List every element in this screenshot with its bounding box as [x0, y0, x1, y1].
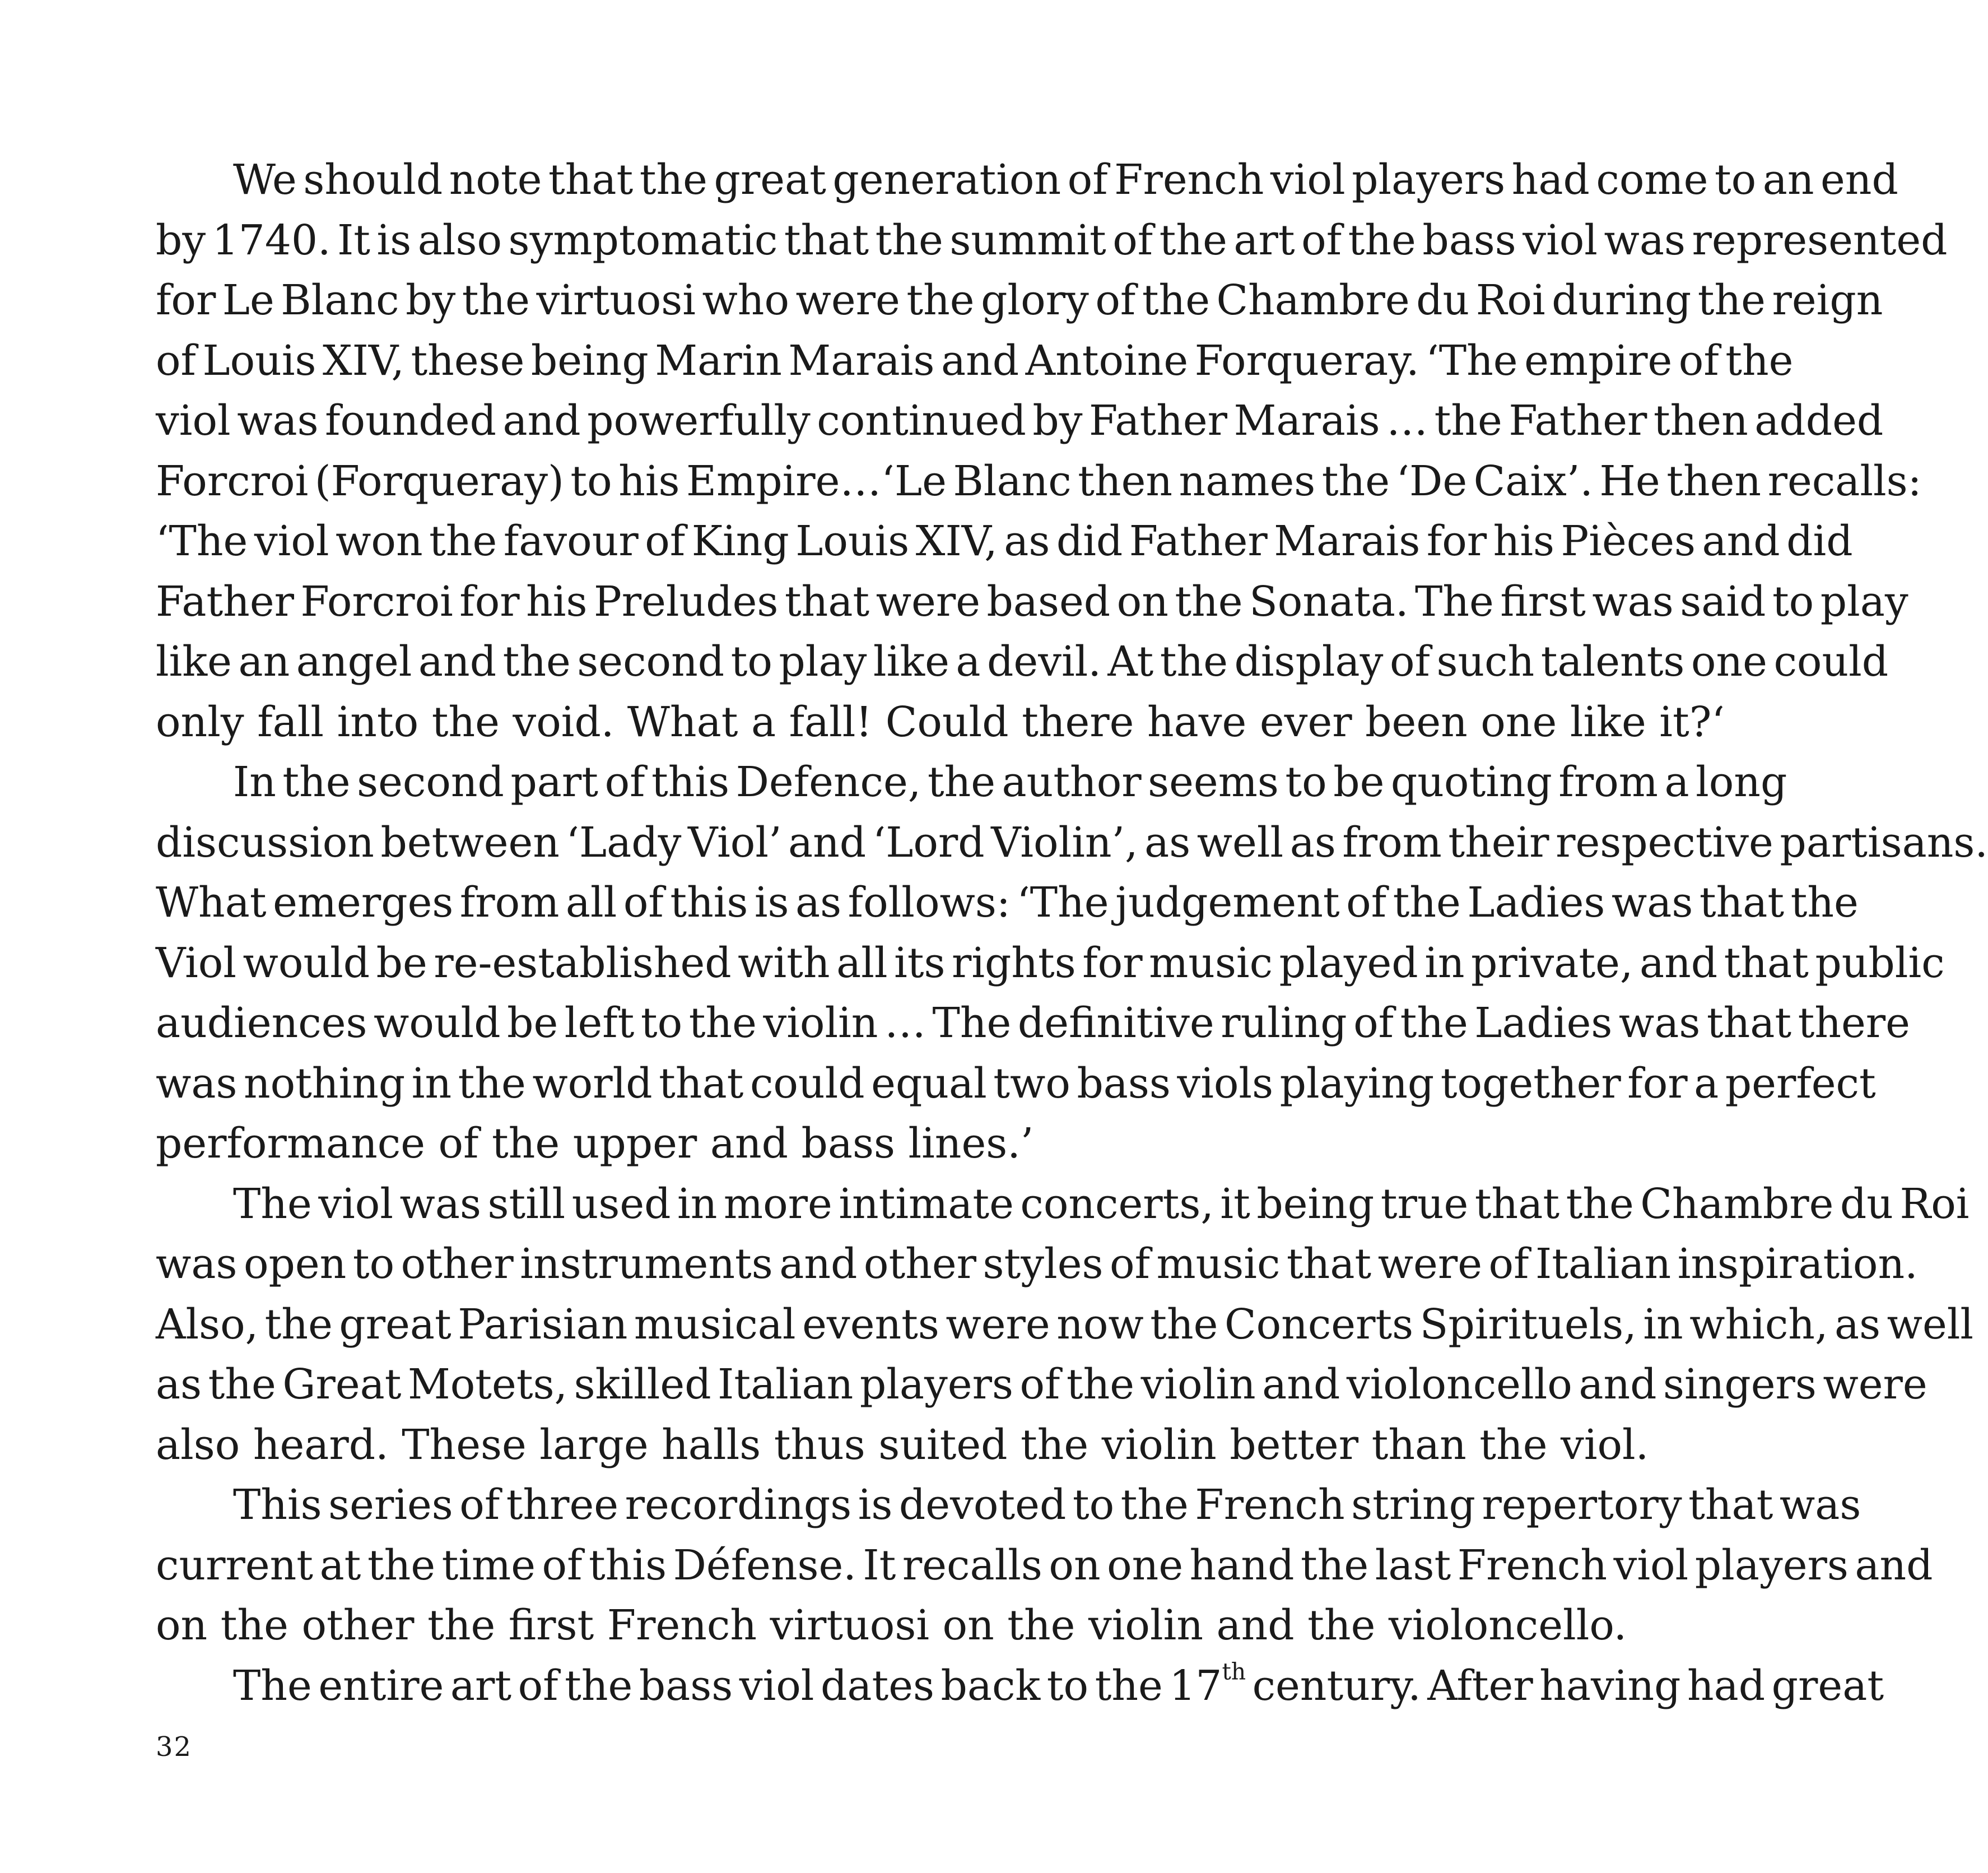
text-line: We should note that the great generation of French viol players had come to an end — [233, 156, 1898, 204]
superscript-ordinal: th — [1222, 1657, 1246, 1685]
text-line: performance of the upper and bass lines.’ — [156, 1119, 1034, 1168]
text-line: like an angel and the second to play like a devil. At the display of such talents one could — [156, 638, 1889, 686]
text-line: audiences would be left to the violin … The definitive ruling of the Ladies was that there — [156, 999, 1910, 1047]
text-line: viol was founded and powerfully continued by Father Marais … the Father then added — [156, 397, 1884, 445]
page-number: 32 — [156, 1731, 193, 1763]
text-line: In the second part of this Defence, the author seems to be quoting from a long — [233, 758, 1787, 806]
text-line: for Le Blanc by the virtuosi who were the glory of the Chambre du Roi during the reign — [156, 276, 1883, 324]
text-fragment: century. After having had great — [1246, 1661, 1884, 1710]
text-line: This series of three recordings is devoted to the French string repertory that was — [233, 1481, 1861, 1529]
text-line: was open to other instruments and other styles of music that were of Italian inspiration. — [156, 1240, 1918, 1288]
text-line: as the Great Motets, skilled Italian players of the violin and violoncello and singers were — [156, 1360, 1928, 1409]
text-line: also heard. These large halls thus suited the violin better than the viol. — [156, 1420, 1649, 1469]
text-line: Also, the great Parisian musical events were now the Concerts Spirituels, in which, as well — [156, 1300, 1974, 1349]
body-text — [156, 150, 1988, 1716]
text-line: Forcroi (Forqueray) to his Empire…‘Le Blanc then names the ‘De Caix’. He then recalls: — [156, 457, 1922, 505]
text-line: current at the time of this Défense. It recalls on one hand the last French viol players and — [156, 1541, 1933, 1590]
text-line: by 1740. It is also symptomatic that the summit of the art of the bass viol was represented — [156, 216, 1948, 264]
text-line: The viol was still used in more intimate concerts, it being true that the Chambre du Roi — [233, 1179, 1970, 1228]
text-line: only fall into the void. What a fall! Could there have ever been one like it?‘ — [156, 698, 1725, 746]
text-line: Viol would be re-established with all its rights for music played in private, and that public — [156, 938, 1945, 987]
text-line: ‘The viol won the favour of King Louis XIV, as did Father Marais for his Pièces and did — [156, 517, 1853, 565]
text-line: of Louis XIV, these being Marin Marais and Antoine Forqueray. ‘The empire of the — [156, 336, 1794, 385]
text-line-last — [156, 1656, 1884, 1717]
text-line: was nothing in the world that could equal two bass viols playing together for a perfect — [156, 1059, 1876, 1108]
text-line: Father Forcroi for his Preludes that were based on the Sonata. The first was said to play — [156, 577, 1908, 626]
text-fragment: The entire art of the bass viol dates back to the 17 — [233, 1661, 1222, 1710]
text-line: discussion between ‘Lady Viol’ and ‘Lord Violin’, as well as from their respective partisans. — [156, 818, 1988, 867]
text-line: What emerges from all of this is as follows: ‘The judgement of the Ladies was that the — [156, 879, 1859, 927]
text-line: on the other the first French virtuosi on the violin and the violoncello. — [156, 1601, 1627, 1649]
